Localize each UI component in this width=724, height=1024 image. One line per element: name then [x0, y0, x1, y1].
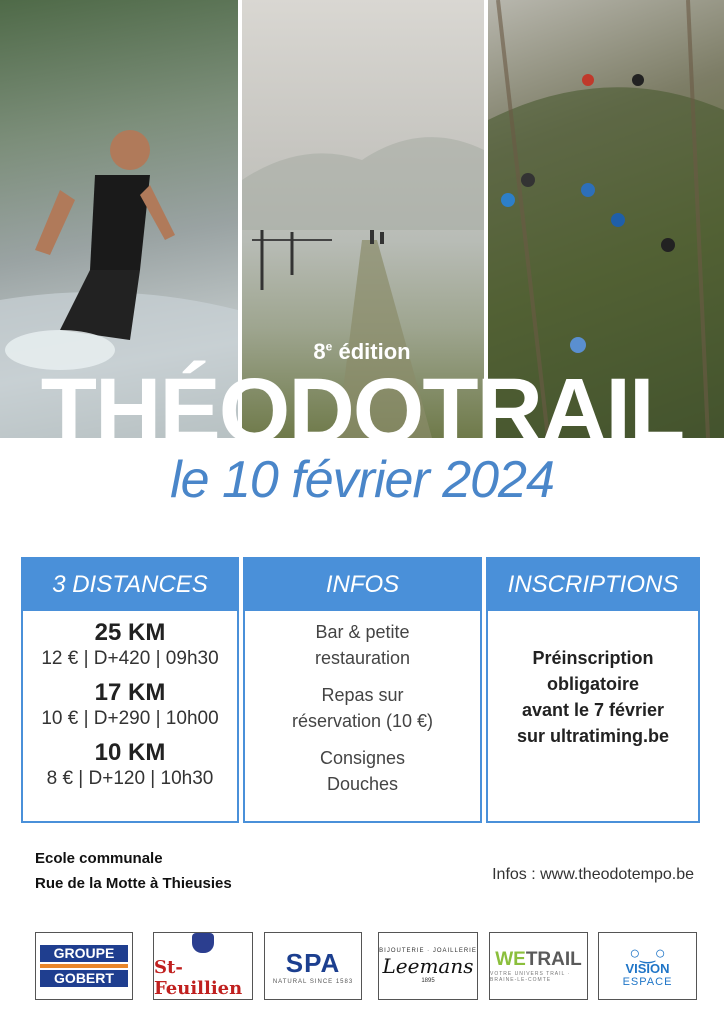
infos-box	[243, 557, 482, 823]
sponsor-logo-spa	[264, 932, 362, 1000]
gobert-line-2: GOBERT	[40, 970, 128, 987]
wetrail-name	[495, 949, 582, 971]
distance-km: 10 KM	[94, 739, 166, 766]
edition-suffix: e	[325, 339, 333, 354]
stfeuillien-name: St-Feuillien	[154, 957, 243, 999]
info-text: Bar & petite restauration	[314, 622, 411, 668]
gobert-line-1: GROUPE	[40, 945, 128, 962]
leemans-top: BIJOUTERIE · JOAILLERIE	[379, 948, 477, 954]
gobert-divider	[40, 964, 128, 968]
inscriptions-heading: INSCRIPTIONS	[488, 559, 698, 611]
distance-item	[23, 739, 237, 791]
distance-detail: 12 € | D+420 | 09h30	[41, 648, 219, 669]
infos-heading: INFOS	[245, 559, 480, 611]
vision-line-1: VISION	[625, 961, 670, 976]
edition-word: édition	[338, 339, 411, 364]
event-date: le 10 février 2024	[170, 451, 554, 509]
infos-list	[245, 619, 480, 797]
info-douches: Douches	[326, 774, 399, 794]
edition-number: 8	[313, 339, 326, 364]
insc-line: Préinscription	[532, 648, 654, 668]
sponsor-logo-stfeuillien	[153, 932, 253, 1000]
inscriptions-text	[488, 645, 698, 749]
vision-line-2: ESPACE	[622, 976, 673, 988]
wetrail-we: WE	[495, 949, 526, 970]
distances-box	[21, 557, 239, 823]
distance-detail: 10 € | D+290 | 10h00	[41, 708, 219, 729]
leemans-name: Leemans	[382, 954, 474, 978]
address-line-2: Rue de la Motte à Thieusies	[35, 875, 232, 892]
distance-item	[23, 619, 237, 671]
distance-km: 25 KM	[94, 619, 166, 646]
sponsor-logo-vision-espace	[598, 932, 697, 1000]
sponsor-logo-wetrail	[489, 932, 588, 1000]
inscriptions-box	[486, 557, 700, 823]
distance-detail: 8 € | D+120 | 10h30	[46, 768, 214, 789]
info-text: Repas sur réservation (10 €)	[291, 685, 434, 731]
distance-km: 17 KM	[94, 679, 166, 706]
leemans-year: 1895	[421, 978, 435, 984]
info-bar-restauration	[245, 619, 480, 671]
insc-line: avant le 7 février	[521, 700, 665, 720]
distance-item	[23, 679, 237, 731]
address-line-1: Ecole communale	[35, 850, 163, 867]
insc-line: obligatoire	[546, 674, 639, 694]
sponsor-logo-leemans	[378, 932, 478, 1000]
venue-address	[35, 846, 232, 896]
spa-name: SPA	[285, 947, 341, 978]
distances-heading: 3 DISTANCES	[23, 559, 237, 611]
info-repas	[245, 682, 480, 734]
spa-tagline: NATURAL SINCE 1583	[272, 978, 354, 985]
wetrail-tagline: VOTRE UNIVERS TRAIL · BRAINE-LE-COMTE	[490, 971, 571, 983]
info-website[interactable]: Infos : www.theodotempo.be	[492, 866, 694, 883]
stfeuillien-crest-icon	[192, 933, 214, 953]
insc-line[interactable]: sur ultratiming.be	[516, 726, 669, 746]
wetrail-trail: TRAIL	[525, 949, 582, 970]
event-title: THÉODOTRAIL	[40, 360, 684, 462]
glasses-icon: ○‿○	[629, 943, 666, 963]
info-consignes: Consignes	[319, 748, 406, 768]
sponsor-logo-gobert	[35, 932, 133, 1000]
